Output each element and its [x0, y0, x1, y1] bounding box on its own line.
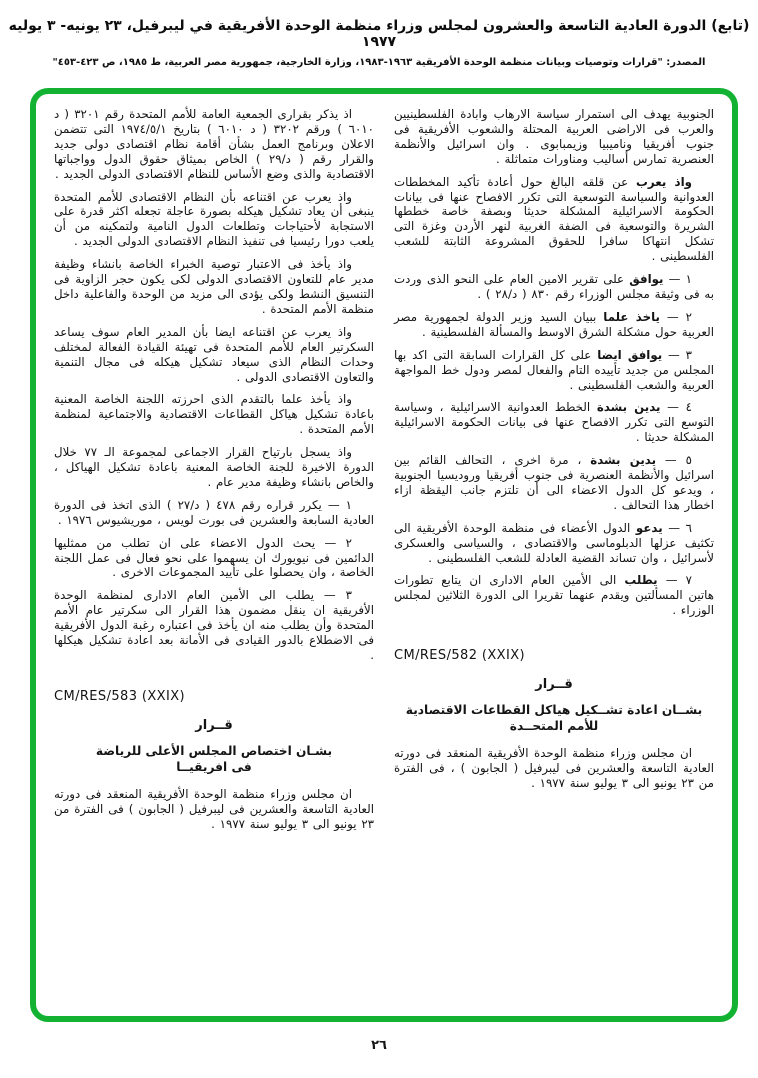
right-column: [394, 107, 714, 1016]
numbered-item: ٢ — يحث الدول الاعضاء على ان تطلب من ممثليها الدائمين فى نيويورك ان يسهموا على نحو فعال فى عمل اللجنة الخاصة ، وان يحصلوا على تأييد المجموعات الاخرى .: [54, 535, 374, 580]
paragraph: واذ يسجل بارتياح القرار الاجماعى لمجموعة الـ ٧٧ خلال الدورة الاخيرة للجنة الخاصة المعنية باعادة تشكيل الهياكل ، والخاص بانشاء وظيفة مدير عام .: [54, 445, 374, 489]
paragraph: واذ يأخذ فى الاعتبار توصية الخبراء الخاصة بانشاء وظيفة مدير عام للتعاون الاقتصادى الدولى لكى يكون حجر الزاوية فى التنسيق النشط ولكى يؤدى الى مزيد من الوحدة والفاعلية داخل منظمة الأمم المتحدة .: [54, 257, 374, 316]
numbered-item: ١ — يوافق على تقرير الامين العام على النحو الذى وردت به فى وثيقة مجلس الوزراء رقم ٨٣٠ ( د/٢٨ ) .: [394, 272, 714, 301]
numbered-item: ٧ — يطلب الى الأمين العام الادارى ان يتابع تطورات هاتين المسألتين ويقدم عنهما تقريرا الى الدورة الثلاثين لمجلس الوزراء .: [394, 573, 714, 618]
paragraph: ان مجلس وزراء منظمة الوحدة الأفريقية المنعقد فى دورته العادية التاسعة والعشرين فى ليبرفيل ( الجابون ) فى الفترة من ٢٣ يونيو الى ٣ يوليو سنة ١٩٧٧ .: [54, 786, 374, 831]
numbered-item: ٣ — يطلب الى الأمين العام الادارى لمنظمة الوحدة الأفريقية ان ينقل مضمون هذا القرار الى سكرتير عام الأمم المتحدة وأن يطلب منه ان يأخذ فى اعتباره رغبة الدول الأفريقية فى الاضطلاع بالدور القيادى فى الأمانة بعد اعادة تشكيل هيكلها .: [54, 588, 374, 662]
header-source-line: المصدر: "قرارات وتوصيات وبيانات منظمة الوحدة الأفريقية ١٩٦٣-١٩٨٣، وزارة الخارجية، جمهورية مصر العربية، ط ١٩٨٥، ص ٤٢٣-٤٥٣": [52, 57, 706, 68]
header-session-line: (تابع) الدورة العادية التاسعة والعشرون لمجلس وزراء منظمة الوحدة الأفريقية في ليبرفيل، ٢٣ يونيه- ٣ يوليه ١٩٧٧: [8, 18, 750, 50]
paragraph: واذ يعرب عن اقتناعه ايضا بأن المدير العام سوف يساعد السكرتير العام للأمم المتحدة فى تهيئة القيادة الفعالة لمختلف وحدات النظام الذى سيعاد تشكيل هيكله فى مجال التنمية والتعاون الاقتصادى الدولى .: [54, 324, 374, 384]
page-number: ٢٦: [371, 1038, 387, 1053]
paragraph: اذ يذكر بقرارى الجمعية العامة للأمم المتحدة رقم ٣٢٠١ ( د ٦٠١٠ ) ورقم ٣٢٠٢ ( د ٦٠١٠ ) بتاريخ ١٩٧٤/٥/١ التى تتضمن الاعلان وبرنامج العمل بشأن أقامة نظام اقتصادى دولى جديد والقرار رقم ( د/٢٩ ) الخاص بميثاق حقوق الدول وواجباتها الاقتصادية والذى وضع الأساس للنظام الاقتصادى الدولى الجديد .: [54, 107, 374, 181]
numbered-item: ٢ — ياخذ علما ببيان السيد وزير الدولة لجمهورية مصر العربية حول مشكلة الشرق الاوسط والمسألة الفلسطينية .: [394, 309, 714, 339]
resolution-title: بشـان اختصاص المجلس الأعلى للرياضة فى افريقيــا: [95, 743, 333, 774]
columns-container: [36, 94, 732, 1016]
resolution-title: بشــان اعادة تشــكيل هياكل القطاعات الاقتصادية للأمم المتحــدة: [405, 703, 703, 734]
paragraph: الجنوبية يهدف الى استمرار سياسة الارهاب وابادة الفلسطينيين والعرب فى الاراضى العربية المحتلة والشعوب الأفريقية فى جنوب أفريقيا وناميبيا وزيمبابوى . وان اسرائيل والأنظمة العنصرية تمارس أساليب ومناورات متماثلة .: [394, 107, 714, 166]
paragraph: واذ يعرب عن اقتناعه بأن النظام الاقتصادى للأمم المتحدة ينبغى أن يعاد تشكيل هيكله بصورة عاجلة تجعله اكثر قدرة على الاستجابة لأحتياجات وتطلعات الدول النامية ولتمكينه من أن يلعب دورا رئيسيا فى تنفيذ النظام الاقتصادى الدولى الجديد .: [54, 189, 374, 249]
page-header: [0, 18, 758, 68]
numbered-item: ٦ — يدعو الدول الأعضاء فى منظمة الوحدة الأفريقية الى تكثيف عزلها الدبلوماسى والاقتصادى ، والسياسى والعسكرى لأسرائيل ، وان تساند القضية العادلة للشعب الفلسطينى .: [394, 520, 714, 565]
numbered-item: ١ — يكرر قراره رقم ٤٧٨ ( د/٢٧ ) الذى اتخذ فى الدورة العادية السابعة والعشرين فى بورت لويس ، موريشيوس ١٩٧٦ .: [54, 497, 374, 527]
paragraph: واذ يأخذ علما بالتقدم الذى احرزته اللجنة الخاصة المعنية باعادة تشكيل هياكل القطاعات الاقتصادية والاجتماعية لمنظمة الأمم المتحدة .: [54, 392, 374, 437]
numbered-item: ٤ — يدين بشدة الخطط العدوانية الاسرائيلية ، وسياسة التوسع التى تكرر الافصاح عنها فى بيانات الحكومة الاسرائيلية المشكلة حديثا .: [394, 400, 714, 445]
resolution-heading: قــرار: [195, 717, 233, 733]
numbered-item: ٣ — يوافق ايضا على كل القرارات السابقة التى اكد بها المجلس من جديد تأييده التام والفعال لمصر ودول خط المواجهة العربية والشعب الفلسطينى .: [394, 347, 714, 392]
resolution-code: CM/RES/582 (XXIX): [394, 648, 525, 664]
document-frame: [30, 88, 738, 1022]
paragraph: واذ يعرب عن قلقه البالغ حول أعادة تأكيد المخططات العدوانية والسياسة التوسعية التى تكرر الافصاح عنها فى بيانات الحكومة الاسرائيلية المشكلة حديثا وبصفة خاصة خططها الشريرة والتوسعية فى الضفة الغربية لنهر الأردن وغزة التى تشكل انتهاكا سافرا للحقوق المشروعة الثابتة للشعب الفلسطينى .: [394, 174, 714, 264]
resolution-code: CM/RES/583 (XXIX): [54, 688, 185, 704]
numbered-item: ٥ — يدين بشدة ، مرة اخرى ، التحالف القائم بين اسرائيل والأنظمة العنصرية فى جنوب أفريقيا وروديسيا الجنوبية ، ويدعو كل الدول الاعضاء الى أن تلتزم جانب اليقظة ازاء اخطار هذا التحالف .: [394, 453, 714, 512]
paragraph: ان مجلس وزراء منظمة الوحدة الأفريقية المنعقد فى دورته العادية التاسعة والعشرين فى ليبرفيل ( الجابون ) ، فى الفترة من ٢٣ يونيو الى ٣ يوليو سنة ١٩٧٧ .: [394, 746, 714, 790]
resolution-heading: قــرار: [535, 677, 573, 693]
left-column: [54, 107, 374, 1016]
